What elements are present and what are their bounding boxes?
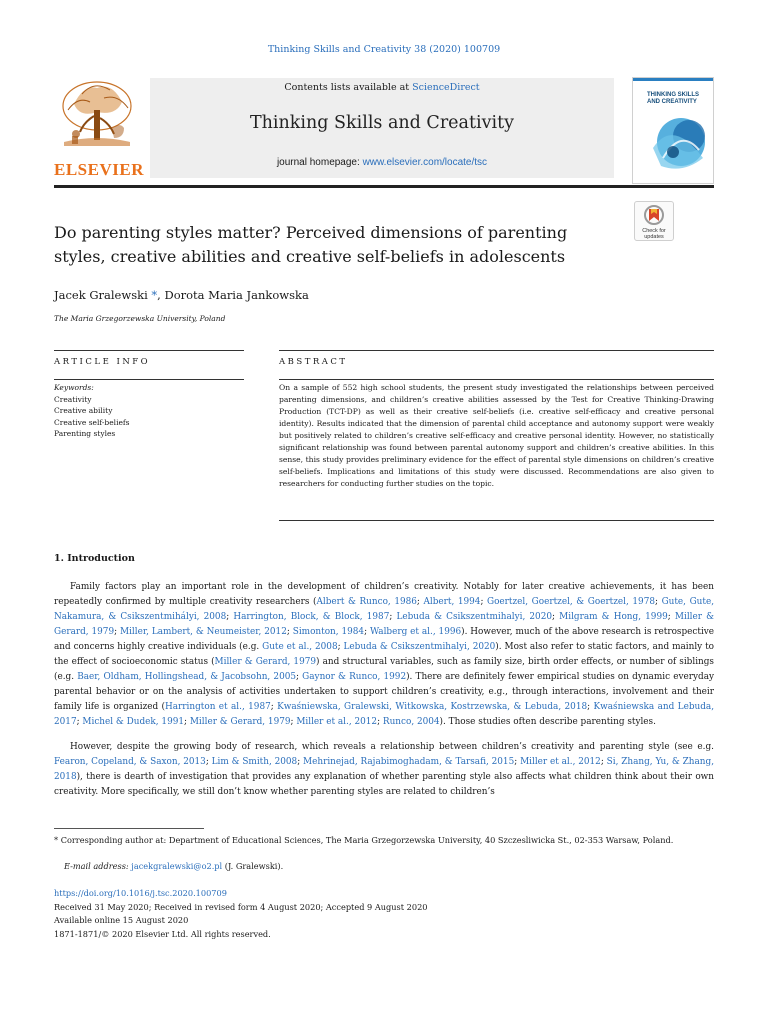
- citation-link[interactable]: Milgram & Hong, 1999: [559, 612, 668, 622]
- paragraph-text: ;: [552, 612, 560, 622]
- keyword-item: Parenting styles: [54, 429, 116, 438]
- keywords-label: Keywords:: [54, 383, 94, 392]
- author-name[interactable]: Dorota Maria Jankowska: [164, 288, 309, 302]
- keyword-item: Creative self-beliefs: [54, 417, 130, 427]
- citation-link[interactable]: Goertzel, Goertzel, & Goertzel, 1978: [487, 597, 655, 607]
- citation-link[interactable]: Miller, Lambert, & Neumeister, 2012: [120, 627, 287, 637]
- doi-link[interactable]: https://doi.org/10.1016/j.tsc.2020.100709: [54, 888, 227, 898]
- citation-link[interactable]: Albert, 1994: [423, 597, 481, 607]
- article-info-rule: [54, 379, 244, 380]
- received-dates: Received 31 May 2020; Received in revised form 4 August 2020; Accepted 9 August 2020: [54, 902, 428, 912]
- paragraph-text: ). There are definitely fewer empirical studies on dynamic everyday parental behavior or on the analysis of activities undertaken to support children’s creativity, e.g., through interactions, involvement and their family life is organized (: [54, 672, 714, 712]
- citation-link[interactable]: Miller & Gerard, 1979: [54, 612, 715, 637]
- elsevier-tree-icon: [54, 76, 140, 154]
- abstract-rule: [279, 379, 714, 380]
- journal-citation[interactable]: Thinking Skills and Creativity 38 (2020) 100709: [267, 44, 501, 55]
- check-updates-label: Check for updates: [642, 228, 666, 240]
- citation-link[interactable]: Lebuda & Csikszentmihalyi, 2020: [396, 612, 552, 622]
- homepage-prefix: journal homepage:: [276, 157, 363, 168]
- citation-link[interactable]: Walberg et al., 1996: [369, 627, 462, 637]
- contents-prefix: Contents lists available at: [284, 82, 413, 93]
- paragraph-text: ;: [377, 717, 383, 727]
- citation-link[interactable]: Miller & Gerard, 1979: [189, 717, 291, 727]
- citation-link[interactable]: Gaynor & Runco, 1992: [302, 672, 407, 682]
- paragraph-text: ;: [286, 627, 293, 637]
- paragraph-text: ), there is dearth of investigation that provides any explanation of whether parenting style also affects what children think about their own creativity. More specifically, we still don’t know whether parenting styles are related to children’s: [54, 772, 714, 797]
- citation-link[interactable]: Miller et al., 2012: [520, 757, 601, 767]
- citation-link[interactable]: Kwaśniewska and Lebuda, 2017: [54, 702, 715, 727]
- email-link[interactable]: jacekgralewski@o2.pl: [131, 861, 223, 871]
- keyword-item: Creative ability: [54, 406, 113, 415]
- keyword-item: Creativity: [54, 394, 92, 404]
- publisher-wordmark: ELSEVIER: [54, 160, 144, 179]
- journal-title: Thinking Skills and Creativity: [249, 113, 515, 133]
- check-for-updates-button[interactable]: [634, 201, 674, 241]
- author-separator: ,: [157, 288, 165, 302]
- citation-link[interactable]: Michel & Dudek, 1991: [82, 717, 185, 727]
- paragraph-text: ). Those studies often describe parenting styles.: [439, 717, 656, 727]
- paragraph-text: ;: [600, 757, 607, 767]
- citation-link[interactable]: Kwaśniewska, Gralewski, Witkowska, Kostrzewska, & Lebuda, 2018: [277, 702, 588, 712]
- keywords-block: [54, 382, 244, 440]
- author-list: [54, 288, 309, 302]
- citation-link[interactable]: Gute, Gute, Nakamura, & Csikszentmihályi, 2008: [54, 597, 715, 622]
- citation-link[interactable]: Simonton, 1984: [292, 627, 365, 637]
- citation-link[interactable]: Gute et al., 2008: [262, 642, 338, 652]
- paragraph-text: ). Most also refer to static factors, and mainly to the effect of socioeconomic status (: [54, 642, 714, 667]
- author-name[interactable]: Jacek Gralewski: [54, 288, 148, 302]
- paragraph-text: However, despite the growing body of research, which reveals a relationship between children’s creativity and parenting style (see e.g.: [70, 742, 714, 752]
- abstract-bottom-rule: [279, 520, 714, 521]
- intro-paragraph-1: [54, 580, 714, 730]
- citation-link[interactable]: Miller et al., 2012: [296, 717, 378, 727]
- sciencedirect-link[interactable]: ScienceDirect: [412, 82, 480, 93]
- paragraph-text: ;: [114, 627, 120, 637]
- abstract-text: On a sample of 552 high school students, the present study investigated the relationships between perceived parenting dimensions, and children’s creative abilities assessed by the Test for Creative Thinking-Drawing Production (TCT-DP) as well as their creative self-beliefs (i.e. creative self-efficacy and creative personal identity). Results indicated that the dimension of parental child acceptance and autonomy support were weakly but positively related to children’s creative self-efficacy and creative personal identity. However, no statistically significant relationship was found between parental autonomy support and children’s creative abilities. In this sense, this study provides preliminary evidence for the effect of parental style dimensions on children’s creative self-beliefs. Implications and limitations of this study were discussed. Recommendations are also given to researchers for conducting further studies on the topic.: [279, 383, 714, 488]
- citation-link[interactable]: Si, Zhang, Yu, & Zhang, 2018: [54, 757, 715, 782]
- email-line: [64, 860, 714, 872]
- paragraph-text: ;: [667, 612, 675, 622]
- paragraph-text: ) and structural variables, such as family size, birth order effects, or number of siblings (e.g.: [54, 657, 714, 682]
- email-label: E-mail address:: [64, 861, 129, 871]
- paragraph-text: ;: [270, 702, 278, 712]
- paragraph-text: ). However, much of the above research is retrospective and concerns highly creative individuals (e.g.: [54, 627, 715, 652]
- citation-link[interactable]: Lebuda & Csikszentmihalyi, 2020: [343, 642, 496, 652]
- elsevier-logo: [54, 76, 144, 179]
- paragraph-text: Family factors play an important role in the development of children’s creativity. Notably for later creative achievements, it has been repeatedly confirmed by multiple creativity researchers (: [54, 582, 714, 607]
- journal-cover-image[interactable]: [632, 77, 714, 184]
- citation-link[interactable]: Harrington, Block, & Block, 1987: [233, 612, 390, 622]
- cover-title: THINKING SKILLS AND CREATIVITY: [647, 92, 699, 105]
- paragraph-text: ;: [655, 597, 662, 607]
- citation-link[interactable]: Lim & Smith, 2008: [211, 757, 298, 767]
- paragraph-text: ;: [296, 672, 303, 682]
- article-info-top-rule: [54, 350, 244, 351]
- paragraph-text: ;: [364, 627, 370, 637]
- paragraph-text: ;: [226, 612, 234, 622]
- journal-homepage: [150, 157, 614, 168]
- intro-paragraph-2: [54, 740, 714, 800]
- paragraph-text: ;: [184, 717, 190, 727]
- article-info-heading: ARTICLE INFO: [54, 357, 151, 367]
- abstract-top-rule: [279, 350, 714, 351]
- check-updates-icon: [644, 205, 664, 227]
- paragraph-text: ;: [416, 597, 424, 607]
- citation-link[interactable]: Runco, 2004: [382, 717, 440, 727]
- paragraph-text: ;: [514, 757, 521, 767]
- paragraph-text: ;: [297, 757, 304, 767]
- header-rule: [54, 185, 714, 188]
- paragraph-text: ;: [76, 717, 83, 727]
- citation-link[interactable]: Mehrinejad, Rajabimoghadam, & Tarsafi, 2015: [303, 757, 515, 767]
- citation-link[interactable]: Baer, Oldham, Hollingshead, & Jacobsohn, 2005: [77, 672, 297, 682]
- copyright-line: 1871-1871/© 2020 Elsevier Ltd. All rights reserved.: [54, 929, 271, 939]
- affiliation: The Maria Grzegorzewska University, Poland: [54, 314, 226, 323]
- paragraph-text: ;: [480, 597, 487, 607]
- footnote-rule: [54, 828, 204, 829]
- paragraph-text: ;: [587, 702, 594, 712]
- citation-link[interactable]: Harrington et al., 1987: [165, 702, 271, 712]
- section-heading: 1. Introduction: [54, 553, 135, 564]
- cover-artwork-icon: [633, 78, 713, 183]
- email-suffix: (J. Gralewski).: [222, 861, 284, 871]
- corresponding-author-note: * Corresponding author at: Department of Educational Sciences, The Maria Grzegorzewska University, 40 Szczesliwicka St., 02-353 Warsaw, Poland.: [54, 835, 674, 845]
- contents-line: [150, 82, 614, 93]
- corresponding-author-mark[interactable]: *: [147, 288, 158, 302]
- homepage-link[interactable]: www.elsevier.com/locate/tsc: [362, 157, 488, 168]
- paragraph-text: ;: [389, 612, 397, 622]
- paragraph-text: ;: [205, 757, 212, 767]
- citation-link[interactable]: Miller & Gerard, 1979: [214, 657, 317, 667]
- paragraph-text: ;: [337, 642, 344, 652]
- citation-link[interactable]: Fearon, Copeland, & Saxon, 2013: [54, 757, 206, 767]
- citation-link[interactable]: Albert & Runco, 1986: [316, 597, 417, 607]
- abstract-heading: ABSTRACT: [279, 357, 348, 367]
- article-title: Do parenting styles matter? Perceived dimensions of parenting styles, creative abilities and creative self-beliefs in adolescents: [54, 223, 568, 266]
- paragraph-text: ;: [290, 717, 297, 727]
- available-online: Available online 15 August 2020: [54, 915, 189, 925]
